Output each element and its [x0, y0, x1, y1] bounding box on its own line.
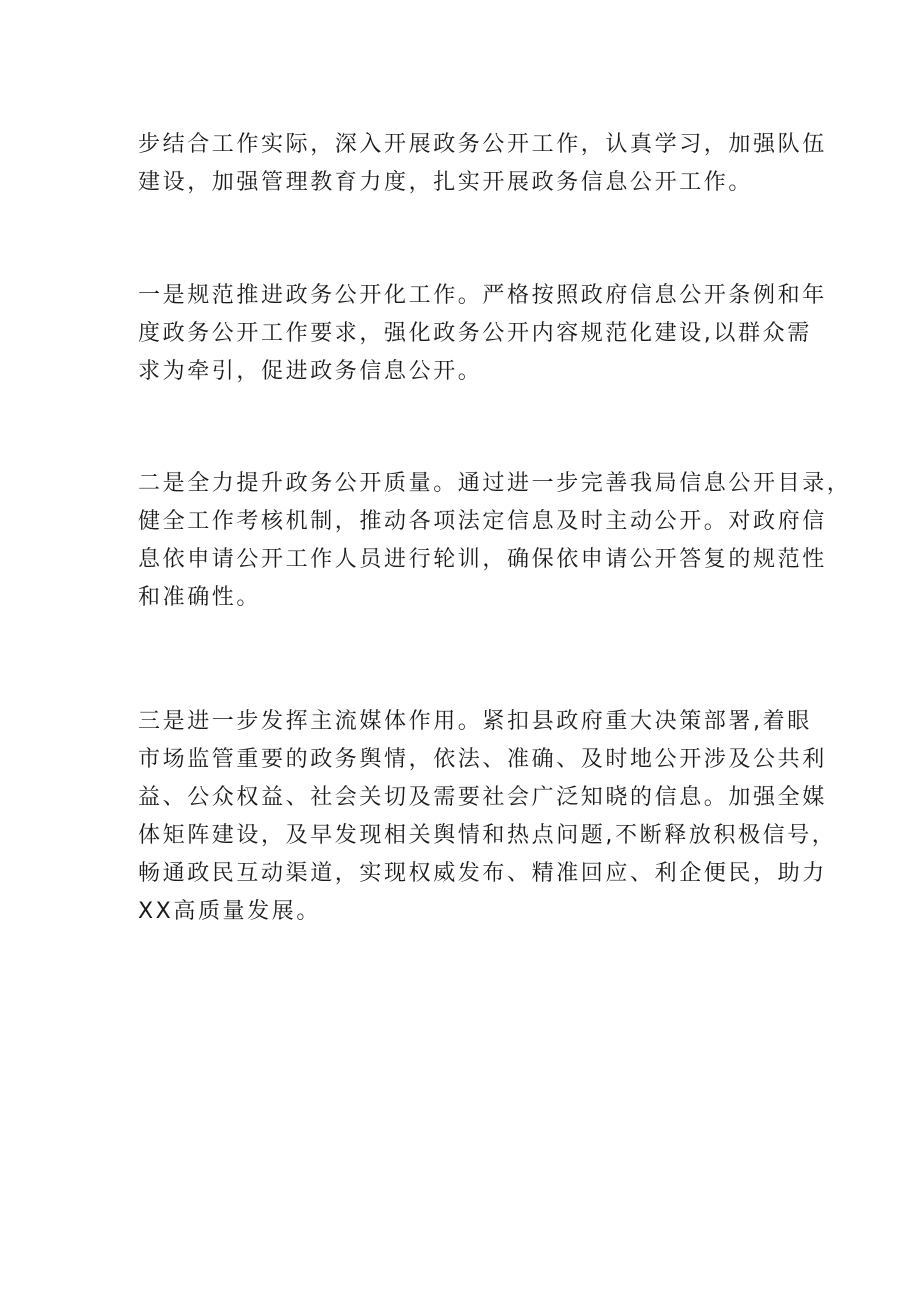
paragraph-item-two: [138, 465, 852, 617]
text-line: 一是规范推进政务公开化工作。严格按照政府信息公开条例和年: [138, 283, 827, 308]
text-line: 求为牵引，促进政务信息公开。: [138, 359, 483, 384]
text-line: 体矩阵建设，及早发现相关舆情和热点问题,不断释放积极信号，: [138, 823, 837, 848]
text-line: 息依申请公开工作人员进行轮训，确保依申请公开答复的规范性: [138, 547, 827, 572]
paragraph-item-one: [138, 277, 827, 391]
text-line: 健全工作考核机制，推动各项法定信息及时主动公开。对政府信: [138, 509, 827, 534]
text-line: 畅通政民互动渠道，实现权威发布、精准回应、利企便民，助力: [138, 861, 827, 886]
text-line: 益、公众权益、社会关切及需要社会广泛知晓的信息。加强全媒: [138, 785, 827, 810]
paragraph-intro-continuation: [138, 126, 827, 202]
text-line: 度政务公开工作要求，强化政务公开内容规范化建设,以群众需: [138, 321, 812, 346]
text-line: 市场监管重要的政务舆情，依法、准确、及时地公开涉及公共利: [138, 747, 827, 772]
text-line: XX高质量发展。: [138, 899, 321, 924]
text-line: 三是进一步发挥主流媒体作用。紧扣县政府重大决策部署,着眼: [138, 709, 812, 734]
paragraph-item-three: [138, 703, 837, 931]
text-line: 和准确性。: [138, 585, 262, 610]
text-line: 建设，加强管理教育力度，扎实开展政务信息公开工作。: [138, 170, 754, 195]
text-line: 二是全力提升政务公开质量。通过进一步完善我局信息公开目录，: [138, 471, 852, 496]
text-line: 步结合工作实际，深入开展政务公开工作，认真学习，加强队伍: [138, 132, 827, 157]
